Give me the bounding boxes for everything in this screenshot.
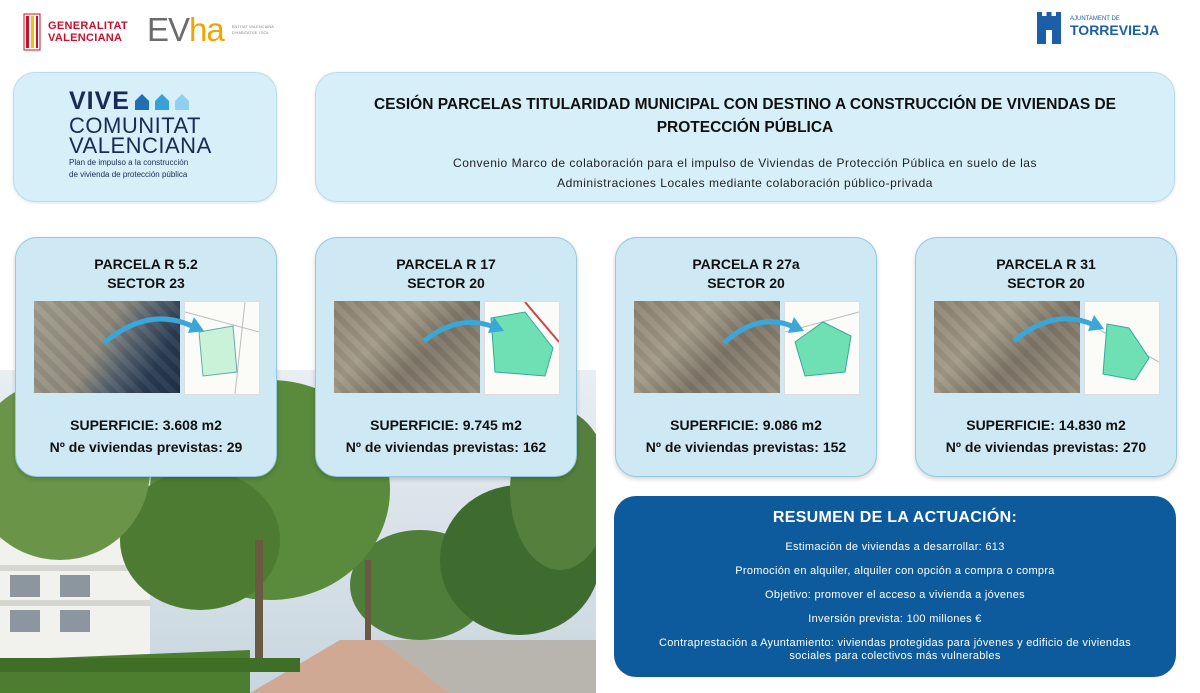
summary-line: Inversión prevista: 100 millones € [808, 613, 982, 625]
vive-subtitle1: Plan de impulso a la construcción [69, 158, 189, 167]
page-subtitle: Convenio Marco de colaboración para el impulso de Viviendas de Protección Pública en suelo de las Administraciones Locales mediante colaboración público-privada [453, 156, 1037, 190]
house-icon [154, 93, 170, 111]
parcel-viviendas: Nº de viviendas previstas: 29 [49, 439, 243, 455]
generalitat-valenciana-logo [22, 10, 132, 54]
parcel-sector: SECTOR 20 [1007, 275, 1085, 291]
parcel-superficie: SUPERFICIE: 3.608 m2 [70, 417, 222, 433]
summary-line: Promoción en alquiler, alquiler con opción a compra o compra [735, 565, 1055, 577]
torrevieja-name: TORREVIEJA [1070, 22, 1160, 38]
parcel-card [15, 237, 277, 477]
generalitat-line2: VALENCIANA [48, 32, 123, 44]
evha-small-text: ENTITAT VALENCIANA D'HABITATGE I SÒL [231, 24, 274, 35]
title-box [315, 72, 1175, 202]
summary-line: Estimación de viviendas a desarrollar: 613 [785, 541, 1005, 553]
arrow-icon [694, 305, 804, 345]
vive-line2: VALENCIANA [69, 133, 212, 158]
parcel-sector: SECTOR 23 [107, 275, 185, 291]
summary-title: RESUMEN DE LA ACTUACIÓN: [772, 509, 1018, 526]
torrevieja-tower-icon [1034, 10, 1064, 46]
evha-logo [147, 8, 282, 52]
parcel-superficie: SUPERFICIE: 9.745 m2 [370, 417, 522, 433]
vive-comunitat-box [13, 72, 277, 202]
generalitat-line1: GENERALITAT [48, 20, 128, 32]
page-title: CESIÓN PARCELAS TITULARIDAD MUNICIPAL CON DESTINO A CONSTRUCCIÓN DE VIVIENDAS DE PROTECCIÓN PÚBLICA [373, 96, 1117, 136]
torrevieja-logo [1034, 10, 1159, 46]
vive-line1: COMUNITAT [69, 113, 201, 138]
parcel-sector: SECTOR 20 [407, 275, 485, 291]
parcel-superficie: SUPERFICIE: 14.830 m2 [966, 417, 1126, 433]
parcel-superficie: SUPERFICIE: 9.086 m2 [670, 417, 822, 433]
summary-line: Objetivo: promover el acceso a vivienda a jóvenes [765, 589, 1025, 601]
parcel-viviendas: Nº de viviendas previstas: 162 [345, 439, 547, 455]
generalitat-emblem-icon [22, 12, 42, 52]
parcel-sector: SECTOR 20 [707, 275, 785, 291]
parcel-name: PARCELA R 17 [396, 256, 496, 272]
evha-wordmark: EVha [147, 11, 224, 48]
house-icon [174, 93, 190, 111]
vive-subtitle2: de vivienda de protección pública [69, 170, 188, 179]
parcel-name: PARCELA R 5.2 [94, 256, 198, 272]
parcel-card [315, 237, 577, 477]
parcel-viviendas: Nº de viviendas previstas: 152 [645, 439, 847, 455]
summary-box [614, 496, 1176, 677]
house-icon [134, 93, 150, 111]
parcel-card [915, 237, 1177, 477]
torrevieja-small-label: AJUNTAMENT DE [1070, 16, 1120, 22]
parcel-viviendas: Nº de viviendas previstas: 270 [945, 439, 1147, 455]
vive-title: VIVE [69, 87, 130, 115]
parcel-name: PARCELA R 27a [692, 256, 800, 272]
arrow-icon [994, 305, 1104, 345]
arrow-icon [394, 305, 504, 345]
parcel-card [615, 237, 877, 477]
summary-line: Contraprestación a Ayuntamiento: viviendas protegidas para jóvenes y edificio de viviendas sociales para colectivos más vulnerables [659, 637, 1131, 662]
parcel-name: PARCELA R 31 [996, 256, 1096, 272]
arrow-icon [94, 305, 204, 345]
